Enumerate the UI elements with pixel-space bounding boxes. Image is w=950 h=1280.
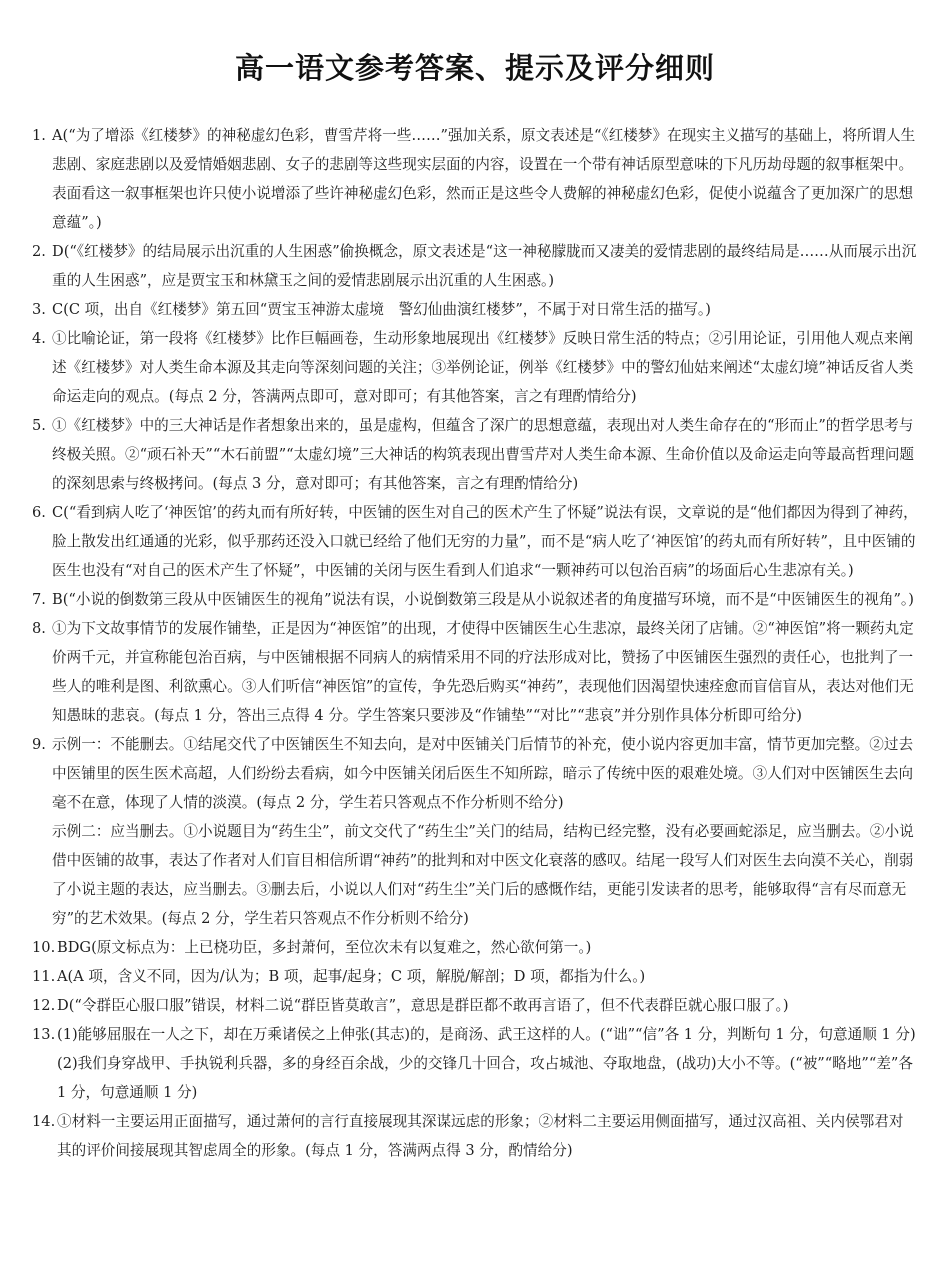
answer-item-9: [32, 730, 918, 933]
page-title: 高一语文参考答案、提示及评分细则: [234, 51, 715, 85]
answer-text: A(A 项，含义不同，因为/认为；B 项，起事/起身；C 项，解脱/解剖；D 项，都指为什么。): [57, 968, 646, 985]
answer-item-14: [32, 1107, 918, 1165]
answer-number: 9.: [32, 736, 46, 753]
answer-number: 3.: [32, 301, 46, 318]
answer-item-5: [32, 411, 918, 498]
answer-text: ①为下文故事情节的发展作铺垫，正是因为“神医馆”的出现，才使得中医铺医生心生悲凉，最终关闭了店铺。②“神医馆”将一颗药丸定价两千元，并宣称能包治百病，与中医铺根据不同病人的病情采用不同的疗法形成对比，赞扬了中医铺医生强烈的责任心，也批判了一些人的唯利是图、利欲熏心。③人们听信“神医馆”的宣传，争先恐后购买“神药”，表现他们因渴望快速痊愈而盲信盲从，表达对他们无知愚昧的悲哀。(每点 1 分，答出三点得 4 分。学生答案只要涉及“作铺垫”“对比”“悲哀”并分别作具体分析即可给分): [52, 620, 914, 724]
answer-item-12: [32, 991, 918, 1020]
answer-text: ①《红楼梦》中的三大神话是作者想象出来的，虽是虚构，但蕴含了深广的思想意蕴，表现出对人类生命存在的“形而止”的哲学思考与终极关照。②“顽石补天”“木石前盟”“太虚幻境”三大神话的构筑表现出曹雪芹对人类生命本源、生命价值以及命运走向等最高哲理问题的深刻思索与终极拷问。(每点 3 分，意对即可；有其他答案，言之有理酌情给分): [52, 417, 915, 492]
answer-text-example-2: 示例二：应当删去。①小说题目为“药生尘”，前文交代了“药生尘”关门的结局，结构已经完整，没有必要画蛇添足，应当删去。②小说借中医铺的故事，表达了作者对人们盲目相信所谓“神药”的批判和对中医文化衰落的感叹。结尾一段写人们对医生去向漠不关心，削弱了小说主题的表达，应当删去。③删去后，小说以人们对“药生尘”关门后的感慨作结，更能引发读者的思考，能够取得“言有尽而意无穷”的艺术效果。(每点 2 分，学生若只答观点不作分析则不给分): [52, 823, 914, 927]
answer-item-1: [32, 121, 918, 237]
answer-text-part-2: (2)我们身穿战甲、手执锐利兵器，多的身经百余战，少的交锋几十回合，攻占城池、夺取地盘，(战功)大小不等。(“被”“略地”“差”各 1 分，句意通顺 1 分): [57, 1055, 913, 1101]
answer-item-11: [32, 962, 918, 991]
answer-number: 7.: [32, 591, 46, 608]
answer-text: B(“小说的倒数第三段从中医铺医生的视角”说法有误，小说倒数第三段是从小说叙述者的角度描写环境，而不是“中医铺医生的视角”。): [52, 591, 914, 608]
answer-number: 4.: [32, 330, 46, 347]
answer-number: 13.: [32, 1026, 56, 1043]
answer-item-6: [32, 498, 918, 585]
answer-item-10: [32, 933, 918, 962]
answer-item-13: [32, 1020, 918, 1107]
answer-text: C(C 项，出自《红楼梦》第五回“贾宝玉神游太虚境 警幻仙曲演红楼梦”，不属于对日常生活的描写。): [52, 301, 711, 318]
answer-item-7: [32, 585, 918, 614]
answer-number: 11.: [32, 968, 56, 985]
answer-number: 2.: [32, 243, 46, 260]
answer-text: D(“《红楼梦》的结局展示出沉重的人生困惑”偷换概念，原文表述是“这一神秘朦胧而又凄美的爱情悲剧的最终结局是……从而展示出沉重的人生困惑”，应是贾宝玉和林黛玉之间的爱情悲剧展示出沉重的人生困惑。): [52, 243, 917, 289]
answer-text: 示例一：不能删去。①结尾交代了中医铺医生不知去向，是对中医铺关门后情节的补充，使小说内容更加丰富，情节更加完整。②过去中医铺里的医生医术高超，人们纷纷去看病，如今中医铺关闭后医生不知所踪，暗示了传统中医的艰难处境。③人们对中医铺医生去向毫不在意，体现了人情的淡漠。(每点 2 分，学生若只答观点不作分析则不给分): [52, 736, 914, 811]
answer-number: 1.: [32, 127, 46, 144]
answer-number: 14.: [32, 1113, 56, 1130]
answer-text: BDG(原文标点为：上已桡功臣，多封萧何，至位次未有以复难之，然心欲何第一。): [57, 939, 592, 956]
answer-item-2: [32, 237, 918, 295]
answer-item-3: [32, 295, 918, 324]
answer-item-8: [32, 614, 918, 730]
answer-text: ①比喻论证，第一段将《红楼梦》比作巨幅画卷，生动形象地展现出《红楼梦》反映日常生活的特点；②引用论证，引用他人观点来阐述《红楼梦》对人类生命本源及其走向等深刻问题的关注；③举例论证，例举《红楼梦》中的警幻仙姑来阐述“太虚幻境”神话反省人类命运走向的观点。(每点 2 分，答满两点即可，意对即可；有其他答案，言之有理酌情给分): [52, 330, 914, 405]
answer-item-4: [32, 324, 918, 411]
answer-number: 5.: [32, 417, 46, 434]
answer-number: 6.: [32, 504, 46, 521]
answer-text: A(“为了增添《红楼梦》的神秘虚幻色彩，曹雪芹将一些……”强加关系，原文表述是“《红楼梦》在现实主义描写的基础上，将所谓人生悲剧、家庭悲剧以及爱情婚姻悲剧、女子的悲剧等这些现实层面的内容，设置在一个带有神话原型意味的下凡历劫母题的叙事框架中。表面看这一叙事框架也许只使小说增添了些许神秘虚幻色彩，然而正是这些令人费解的神秘虚幻色彩，促使小说蕴含了更加深广的思想意蕴”。): [52, 127, 916, 231]
answer-text: ①材料一主要运用正面描写，通过萧何的言行直接展现其深谋远虑的形象；②材料二主要运用侧面描写，通过汉高祖、关内侯鄂君对其的评价间接展现其智虑周全的形象。(每点 1 分，答满两点得 3 分，酌情给分): [57, 1113, 904, 1159]
answer-text: D(“令群臣心服口服”错误，材料二说“群臣皆莫敢言”，意思是群臣都不敢再言语了，但不代表群臣就心服口服了。): [57, 997, 789, 1014]
answer-number: 10.: [32, 939, 56, 956]
answer-number: 8.: [32, 620, 46, 637]
answer-text: C(“看到病人吃了‘神医馆’的药丸而有所好转，中医铺的医生对自己的医术产生了怀疑”说法有误，文章说的是“他们都因为得到了神药，脸上散发出红通通的光彩，似乎那药还没入口就已经给了他们无穷的力量”，而不是“病人吃了‘神医馆’的药丸而有所好转”，且中医铺的医生也没有“对自己的医术产生了怀疑”，中医铺的关闭与医生看到人们追求“一颗神药可以包治百病”的场面后心生悲凉有关。): [52, 504, 918, 579]
answer-number: 12.: [32, 997, 56, 1014]
answer-list: [32, 121, 918, 1165]
answer-text: (1)能够屈服在一人之下，却在万乘诸侯之上伸张(其志)的，是商汤、武王这样的人。(“诎”“信”各 1 分，判断句 1 分，句意通顺 1 分): [57, 1026, 916, 1043]
